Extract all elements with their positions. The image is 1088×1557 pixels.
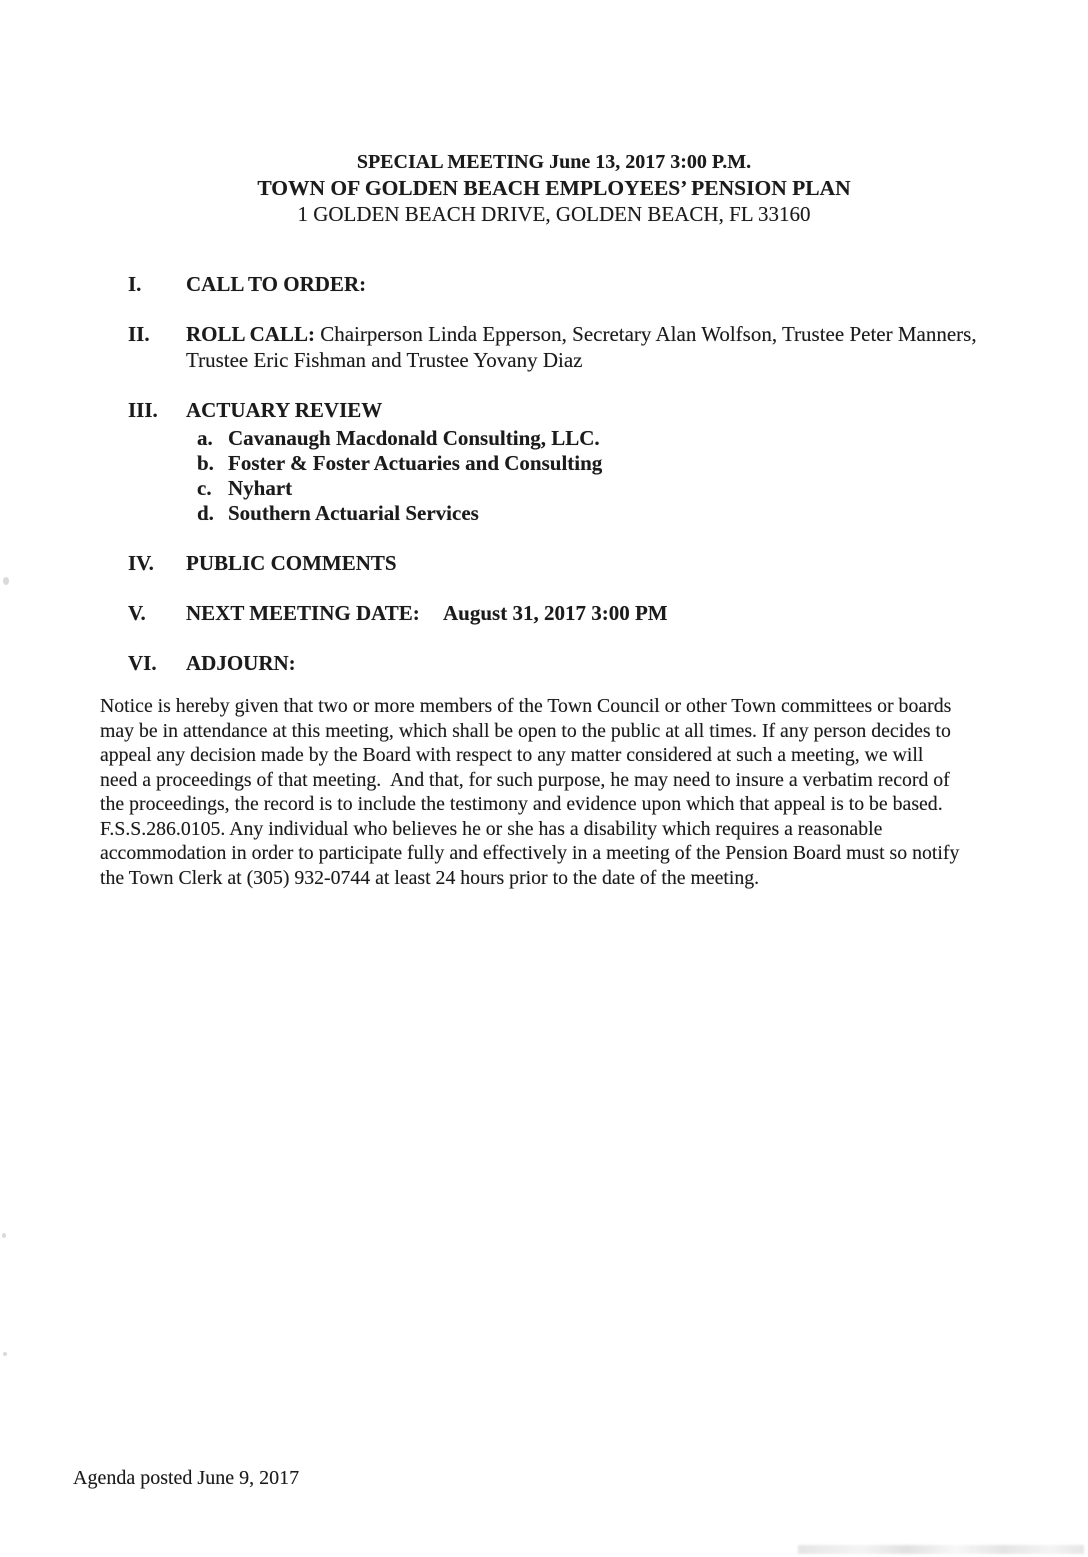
- agenda-item-next-meeting-date: [128, 600, 1088, 626]
- subitem-text: Foster & Foster Actuaries and Consulting: [228, 451, 603, 475]
- item-title: CALL TO ORDER:: [186, 272, 367, 296]
- actuary-subitem-list: [197, 426, 1031, 526]
- item-title: PUBLIC COMMENTS: [186, 551, 397, 575]
- notice-line: appeal any decision made by the Board with respect to any matter considered at such a meeting, we will: [100, 744, 924, 766]
- subitem-letter: a.: [197, 426, 213, 450]
- item-numeral: II.: [128, 322, 150, 346]
- item-title: ACTUARY REVIEW: [186, 398, 383, 422]
- notice-line: the Town Clerk at (305) 932-0744 at least 24 hours prior to the date of the meeting.: [100, 866, 760, 889]
- item-numeral: V.: [128, 601, 146, 625]
- agenda-item-actuary-review: [128, 397, 1088, 526]
- address-line: 1 GOLDEN BEACH DRIVE, GOLDEN BEACH, FL 33160: [297, 202, 811, 226]
- item-body: August 31, 2017 3:00 PM: [443, 601, 668, 625]
- subitem-letter: d.: [197, 501, 214, 525]
- document-header: [20, 149, 1088, 227]
- scan-artifact-bottom-edge: [798, 1545, 1084, 1554]
- item-numeral: VI.: [128, 651, 157, 675]
- item-title: ADJOURN:: [186, 651, 296, 675]
- agenda-list: [0, 271, 1088, 676]
- agenda-item-adjourn: [128, 650, 1088, 676]
- subitem-nyhart: [197, 476, 1031, 501]
- subitem-foster: [197, 451, 1031, 476]
- public-notice-paragraph: [100, 694, 1045, 890]
- notice-line: Notice is hereby given that two or more members of the Town Council or other Town committees or boards: [100, 695, 952, 717]
- document-page: [0, 149, 1088, 1557]
- scan-speckle: [3, 1352, 7, 1356]
- subitem-text: Cavanaugh Macdonald Consulting, LLC.: [228, 426, 600, 450]
- item-title: NEXT MEETING DATE:: [186, 601, 420, 625]
- subitem-text: Southern Actuarial Services: [228, 501, 479, 525]
- agenda-item-roll-call: [128, 321, 1088, 373]
- subitem-text: Nyhart: [228, 476, 293, 500]
- item-body: Chairperson Linda Epperson, Secretary Alan Wolfson, Trustee Peter Manners, Trustee Eric Fishman and Trustee Yovany Diaz: [186, 322, 977, 372]
- scan-speckle: [3, 577, 9, 585]
- agenda-item-call-to-order: [128, 271, 1088, 297]
- scan-speckle: [2, 1233, 6, 1238]
- subitem-letter: c.: [197, 476, 212, 500]
- subitem-southern: [197, 501, 1031, 526]
- organization-line: TOWN OF GOLDEN BEACH EMPLOYEES’ PENSION PLAN: [257, 176, 851, 200]
- notice-line: the proceedings, the record is to include the testimony and evidence upon which that appeal is to be based.: [100, 793, 943, 815]
- subitem-letter: b.: [197, 451, 214, 475]
- notice-line: accommodation in order to participate fully and effectively in a meeting of the Pension Board must so notify: [100, 842, 960, 864]
- agenda-item-public-comments: [128, 550, 1088, 576]
- item-numeral: IV.: [128, 551, 154, 575]
- item-numeral: I.: [128, 272, 142, 296]
- agenda-posted-date: Agenda posted June 9, 2017: [73, 1467, 300, 1489]
- notice-line: need a proceedings of that meeting. And that, for such purpose, he may need to insure a verbatim record of: [100, 768, 950, 791]
- item-numeral: III.: [128, 398, 158, 422]
- meeting-title-line: SPECIAL MEETING June 13, 2017 3:00 P.M.: [356, 151, 752, 173]
- notice-line: F.S.S.286.0105. Any individual who believes he or she has a disability which requires a reasonable: [100, 817, 883, 840]
- notice-line: may be in attendance at this meeting, which shall be open to the public at all times. If any person decides to: [100, 719, 951, 742]
- subitem-cavanaugh: [197, 426, 1031, 451]
- item-title: ROLL CALL:: [186, 322, 315, 346]
